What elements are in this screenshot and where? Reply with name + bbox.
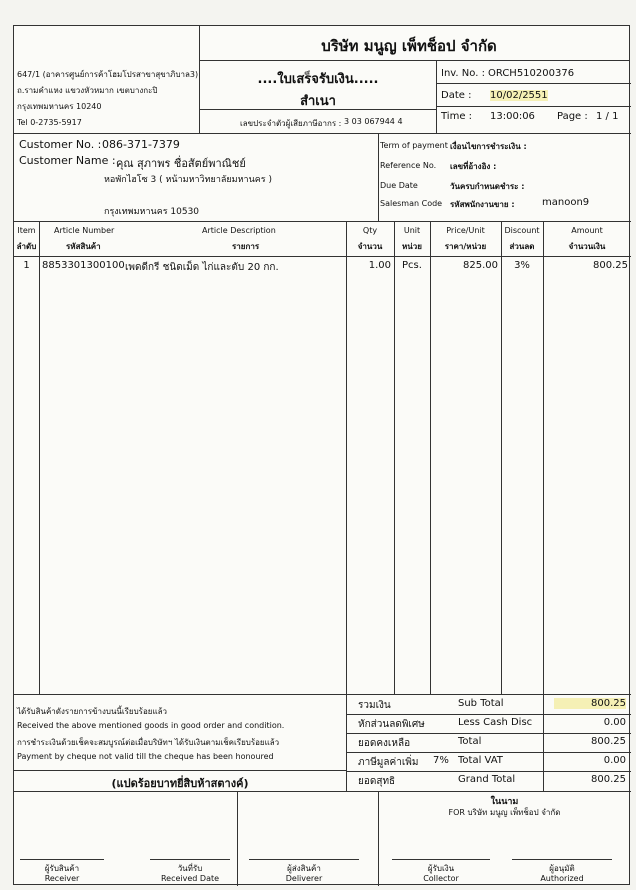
company-address-1: 647/1 (อาคารศูนย์การค้าโฮมโปรสาขาสุขาภิบาล3) bbox=[17, 70, 199, 79]
company-name: บริษัท มนูญ เพ็ทช็อป จำกัด bbox=[321, 37, 497, 55]
received-date-thai-label: วันที่รับ bbox=[177, 864, 203, 873]
row-description: เพดดีกรี ชนิดเม็ด ไก่และตับ 20 กก. bbox=[125, 262, 279, 273]
cash-discount-label: Less Cash Disc bbox=[458, 717, 533, 728]
page-label: Page : bbox=[557, 111, 588, 122]
vat-value: 0.00 bbox=[603, 755, 626, 766]
grand-total-label: Grand Total bbox=[458, 774, 516, 785]
invoice-date: 10/02/2551 bbox=[490, 90, 548, 101]
customer-address-1: หอพักไฮโซ 3 ( หน้ามหาวิทยาลัยมหานคร ) bbox=[104, 175, 272, 185]
cheque-note-thai: การชำระเงินด้วยเช็คจะสมบูรณ์ต่อเมื่อบริษัทฯ ได้รับเงินตามเช็คเรียบร้อยแล้ว bbox=[17, 738, 280, 747]
customer-name-label: Customer Name : bbox=[19, 154, 116, 167]
received-date-label: Received Date bbox=[160, 874, 220, 883]
header-qty-thai: จำนวน bbox=[357, 242, 383, 251]
customer-name: คุณ สุภาพร ชื่อสัตย์พาณิชย์ bbox=[116, 157, 246, 170]
deliverer-label: Deliverer bbox=[285, 874, 323, 883]
total-label: Total bbox=[458, 736, 482, 747]
header-price-unit-thai: ราคา/หน่วย bbox=[444, 242, 487, 251]
reference-thai-label: เลขที่อ้างอิง : bbox=[450, 162, 497, 171]
row-qty: 1.00 bbox=[368, 260, 391, 271]
subtotal-value: 800.25 bbox=[554, 698, 626, 709]
salesman-code: manoon9 bbox=[542, 197, 590, 208]
due-date-thai-label: วันครบกำหนดชำระ : bbox=[450, 182, 525, 191]
received-note-english: Received the above mentioned goods in good order and condition. bbox=[17, 721, 285, 730]
cash-discount-thai-label: หักส่วนลดพิเศษ bbox=[358, 719, 425, 730]
vat-rate: 7% bbox=[433, 755, 449, 766]
time-label: Time : bbox=[441, 111, 473, 122]
customer-no-label: Customer No. : bbox=[19, 138, 102, 151]
header-unit-thai: หน่วย bbox=[402, 242, 422, 251]
invoice-no: ORCH510200376 bbox=[488, 68, 575, 79]
vat-label: Total VAT bbox=[458, 755, 503, 766]
cheque-note-english: Payment by cheque not valid till the cheque has been honoured bbox=[17, 752, 274, 761]
row-item: 1 bbox=[23, 260, 30, 271]
header-amount-thai: จำนวนเงิน bbox=[568, 242, 606, 251]
customer-no: 086-371-7379 bbox=[102, 138, 180, 151]
document-title: ....ใบเสร็จรับเงิน..... bbox=[257, 72, 379, 87]
deliverer-thai-label: ผู้ส่งสินค้า bbox=[287, 864, 321, 873]
row-unit: Pcs. bbox=[402, 260, 422, 271]
receipt-page bbox=[13, 25, 630, 885]
collector-label: Collector bbox=[423, 874, 459, 883]
tax-id-label: เลขประจำตัวผู้เสียภาษีอากร : bbox=[240, 119, 342, 128]
payment-term-label: Term of payment bbox=[380, 141, 448, 150]
authorized-label: Authorized bbox=[540, 874, 584, 883]
total-thai-label: ยอดคงเหลือ bbox=[358, 738, 411, 749]
row-price: 825.00 bbox=[463, 260, 498, 271]
payment-term-thai-label: เงื่อนไขการชำระเงิน : bbox=[450, 142, 527, 151]
due-date-label: Due Date bbox=[380, 181, 418, 190]
total-value: 800.25 bbox=[591, 736, 626, 747]
received-note-thai: ได้รับสินค้าดังรายการข้างบนนี้เรียบร้อยแล้ว bbox=[17, 707, 168, 716]
authorized-thai-label: ผู้อนุมัติ bbox=[549, 864, 575, 873]
page-number: 1 / 1 bbox=[596, 111, 619, 122]
row-amount: 800.25 bbox=[593, 260, 628, 271]
header-article-number: Article Number bbox=[54, 226, 115, 235]
header-unit: Unit bbox=[403, 226, 421, 235]
invoice-time: 13:00:06 bbox=[490, 111, 535, 122]
salesman-code-thai-label: รหัสพนักงานขาย : bbox=[450, 200, 515, 209]
document-subtitle: สำเนา bbox=[300, 94, 336, 109]
reference-label: Reference No. bbox=[380, 161, 437, 170]
customer-address-2: กรุงเทพมหานคร 10530 bbox=[104, 207, 200, 217]
header-article-description: Article Description bbox=[202, 226, 276, 235]
receiver-thai-label: ผู้รับสินค้า bbox=[44, 864, 80, 873]
company-address-3: กรุงเทพมหานคร 10240 bbox=[17, 102, 102, 111]
vat-thai-label: ภาษีมูลค่าเพิ่ม bbox=[358, 757, 419, 768]
row-discount: 3% bbox=[514, 260, 530, 271]
date-label: Date : bbox=[441, 90, 472, 101]
invoice-no-label: Inv. No. : bbox=[441, 68, 485, 79]
header-qty: Qty bbox=[362, 226, 378, 235]
row-article-number: 8853301300100 bbox=[42, 260, 125, 271]
company-address-2: ถ.รามคำแหง แขวงหัวหมาก เขตบางกะปิ bbox=[17, 86, 158, 95]
collector-thai-label: ผู้รับเงิน bbox=[427, 864, 455, 873]
amount-in-words: (แปดร้อยบาทยี่สิบห้าสตางค์) bbox=[111, 777, 249, 790]
grand-total-value: 800.25 bbox=[591, 774, 626, 785]
header-article-number-thai: รหัสสินค้า bbox=[66, 242, 101, 251]
header-amount: Amount bbox=[571, 226, 603, 235]
for-company-label: FOR บริษัท มนูญ เพ็ทช็อป จำกัด bbox=[448, 808, 561, 817]
tax-id: 3 03 067944 4 bbox=[344, 117, 403, 126]
header-price-unit: Price/Unit bbox=[446, 226, 485, 235]
header-discount-thai: ส่วนลด bbox=[509, 242, 535, 251]
header-item-thai: ลำดับ bbox=[16, 242, 37, 251]
header-discount: Discount bbox=[504, 226, 540, 235]
salesman-code-label: Salesman Code bbox=[380, 199, 443, 208]
grand-total-thai-label: ยอดสุทธิ bbox=[358, 776, 396, 787]
header-item: Item bbox=[17, 226, 36, 235]
company-tel: Tel 0-2735-5917 bbox=[17, 118, 82, 127]
subtotal-thai-label: รวมเงิน bbox=[358, 700, 391, 711]
subtotal-label: Sub Total bbox=[458, 698, 504, 709]
in-name-label: ในนาม bbox=[490, 797, 519, 807]
receiver-label: Receiver bbox=[44, 874, 80, 883]
header-article-description-thai: รายการ bbox=[232, 242, 260, 251]
cash-discount-value: 0.00 bbox=[603, 717, 626, 728]
